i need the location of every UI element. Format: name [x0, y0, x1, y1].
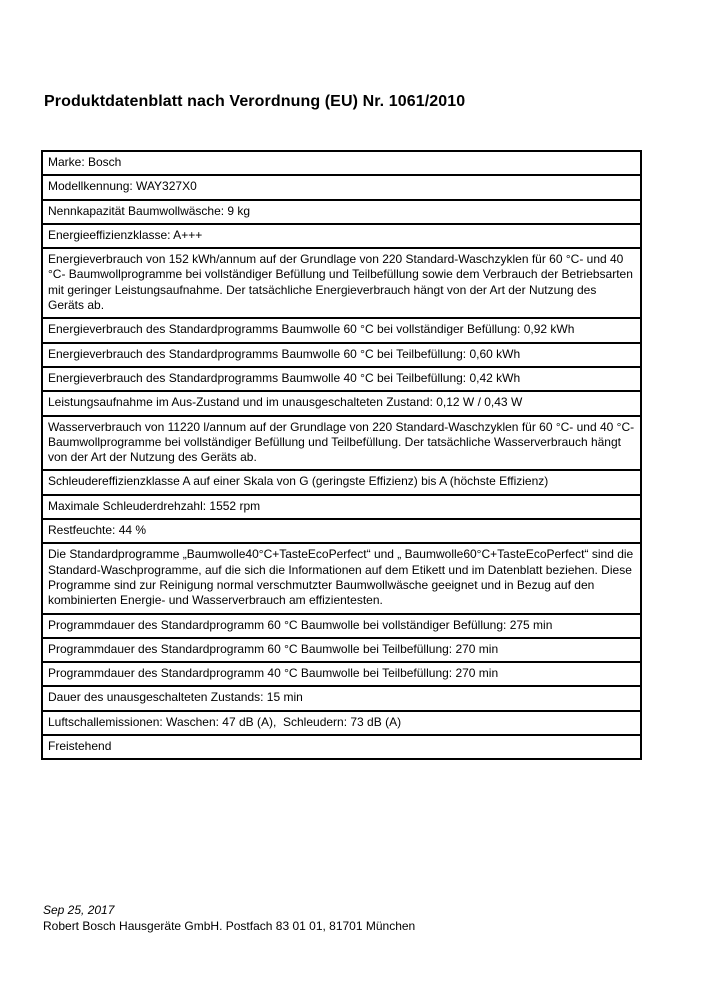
- footer-company: Robert Bosch Hausgeräte GmbH. Postfach 83 01 01, 81701 München: [43, 919, 416, 933]
- row-marke: Marke: Bosch: [43, 152, 640, 176]
- row-leistungsaufnahme: Leistungsaufnahme im Aus-Zustand und im unausgeschalteten Zustand: 0,12 W / 0,43 W: [43, 392, 640, 416]
- row-restfeuchte: Restfeuchte: 44 %: [43, 520, 640, 544]
- row-programmdauer-40c-teil: Programmdauer des Standardprogramm 40 °C Baumwolle bei Teilbefüllung: 270 min: [43, 663, 640, 687]
- row-modellkennung: Modellkennung: WAY327X0: [43, 176, 640, 200]
- product-data-table: [41, 150, 642, 760]
- row-energieverbrauch-jahr: Energieverbrauch von 152 kWh/annum auf der Grundlage von 220 Standard-Waschzyklen für 60 °C- und 40 °C- Baumwollprogramme bei vollständiger Befüllung und Teilbefüllung sowie dem Verbrauch der Betriebsarten mit geringer Leistungsaufnahme. Der tatsächliche Energieverbrauch hängt von der Art der Nutzung des Geräts ab.: [43, 249, 640, 319]
- row-freistehend: Freistehend: [48, 739, 112, 754]
- document-footer: [43, 902, 415, 934]
- row-programmdauer-60c-teil: Programmdauer des Standardprogramm 60 °C Baumwolle bei Teilbefüllung: 270 min: [43, 639, 640, 663]
- footer-date: Sep 25, 2017: [43, 903, 115, 917]
- row-luftschallemissionen: Luftschallemissionen: Waschen: 47 dB (A), Schleudern: 73 dB (A): [43, 712, 640, 736]
- row-dauer-unausgeschaltet: Dauer des unausgeschalteten Zustands: 15 min: [43, 687, 640, 711]
- page-title: Produktdatenblatt nach Verordnung (EU) Nr. 1061/2010: [44, 93, 466, 110]
- row-programmdauer-60c-voll: Programmdauer des Standardprogramm 60 °C Baumwolle bei vollständiger Befüllung: 275 min: [43, 615, 640, 639]
- row-energieverbrauch-60c-voll: Energieverbrauch des Standardprogramms Baumwolle 60 °C bei vollständiger Befüllung: 0,92 kWh: [43, 319, 640, 343]
- row-standardprogramme: Die Standardprogramme „Baumwolle40°C+TasteEcoPerfect“ und „ Baumwolle60°C+TasteEcoPerfect“ sind die Standard-Waschprogramme, auf die sich die Informationen auf dem Etikett und im Datenblatt beziehen. Diese Programme sind zur Reinigung normal verschmutzter Baumwollwäsche geeignet und in Bezug auf den kombinierten Energie- und Wasserverbrauch am effizientesten.: [43, 544, 640, 614]
- row-energieverbrauch-40c-teil: Energieverbrauch des Standardprogramms Baumwolle 40 °C bei Teilbefüllung: 0,42 kWh: [43, 368, 640, 392]
- row-energieeffizienzklasse: Energieeffizienzklasse: A+++: [43, 225, 640, 249]
- row-energieverbrauch-60c-teil: Energieverbrauch des Standardprogramms Baumwolle 60 °C bei Teilbefüllung: 0,60 kWh: [43, 344, 640, 368]
- row-schleudereffizienzklasse: Schleudereffizienzklasse A auf einer Skala von G (geringste Effizienz) bis A (höchste Effizienz): [43, 471, 640, 495]
- row-schleuderdrehzahl: Maximale Schleuderdrehzahl: 1552 rpm: [43, 496, 640, 520]
- row-nennkapazitaet: Nennkapazität Baumwollwäsche: 9 kg: [43, 201, 640, 225]
- row-wasserverbrauch: Wasserverbrauch von 11220 l/annum auf der Grundlage von 220 Standard-Waschzyklen für 60 °C- und 40 °C-Baumwollprogramme bei vollständiger Befüllung und Teilbefüllung. Der tatsächliche Wasserverbrauch hängt von der Art der Nutzung des Geräts ab.: [43, 417, 640, 472]
